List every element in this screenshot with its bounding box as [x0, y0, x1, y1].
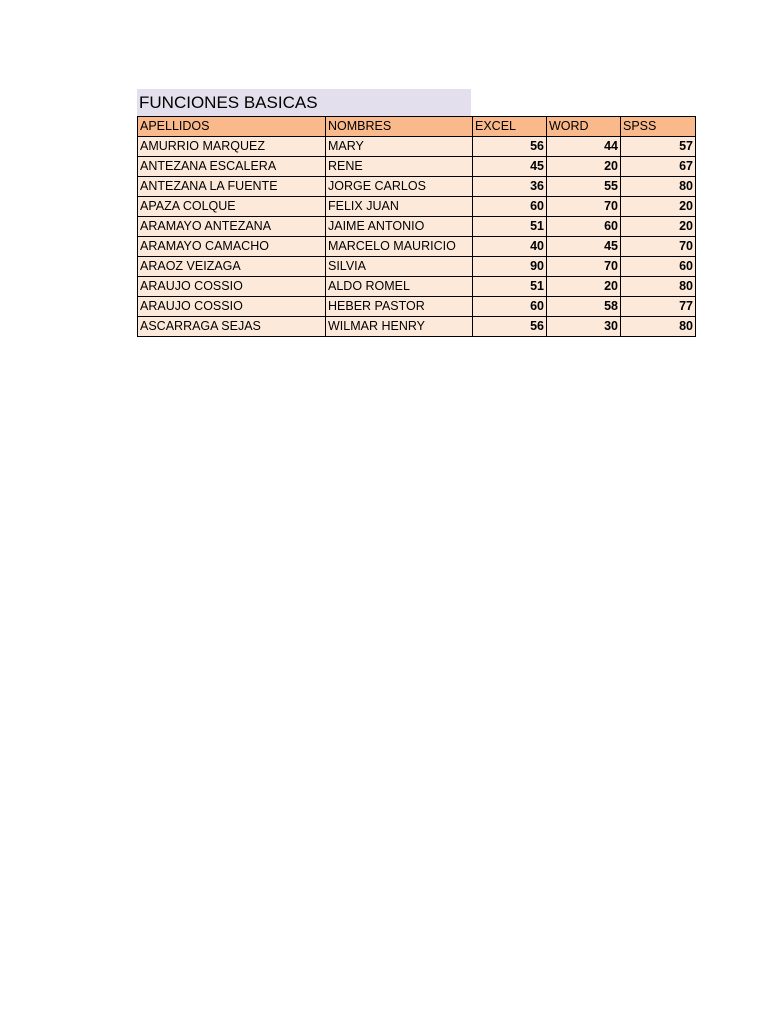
- table-row: [138, 137, 696, 157]
- header-apellidos[interactable]: APELLIDOS: [138, 117, 326, 137]
- cell-spss[interactable]: 70: [621, 237, 696, 257]
- cell-nombres[interactable]: ALDO ROMEL: [326, 277, 473, 297]
- table-row: [138, 237, 696, 257]
- cell-nombres[interactable]: SILVIA: [326, 257, 473, 277]
- header-word[interactable]: WORD: [547, 117, 621, 137]
- cell-nombres[interactable]: WILMAR HENRY: [326, 317, 473, 337]
- cell-excel[interactable]: 40: [473, 237, 547, 257]
- header-excel[interactable]: EXCEL: [473, 117, 547, 137]
- header-spss[interactable]: SPSS: [621, 117, 696, 137]
- table-row: [138, 297, 696, 317]
- cell-spss[interactable]: 20: [621, 197, 696, 217]
- cell-apellidos[interactable]: ARAOZ VEIZAGA: [138, 257, 326, 277]
- cell-word[interactable]: 55: [547, 177, 621, 197]
- cell-excel[interactable]: 60: [473, 197, 547, 217]
- header-row: [138, 117, 696, 137]
- cell-word[interactable]: 70: [547, 257, 621, 277]
- cell-apellidos[interactable]: ASCARRAGA SEJAS: [138, 317, 326, 337]
- cell-nombres[interactable]: HEBER PASTOR: [326, 297, 473, 317]
- cell-word[interactable]: 20: [547, 277, 621, 297]
- cell-nombres[interactable]: RENE: [326, 157, 473, 177]
- table-row: [138, 157, 696, 177]
- cell-nombres[interactable]: MARY: [326, 137, 473, 157]
- cell-excel[interactable]: 51: [473, 217, 547, 237]
- cell-word[interactable]: 70: [547, 197, 621, 217]
- cell-excel[interactable]: 45: [473, 157, 547, 177]
- cell-spss[interactable]: 60: [621, 257, 696, 277]
- table-row: [138, 317, 696, 337]
- cell-spss[interactable]: 77: [621, 297, 696, 317]
- cell-spss[interactable]: 67: [621, 157, 696, 177]
- cell-excel[interactable]: 56: [473, 137, 547, 157]
- cell-nombres[interactable]: JAIME ANTONIO: [326, 217, 473, 237]
- cell-word[interactable]: 30: [547, 317, 621, 337]
- cell-apellidos[interactable]: ARAUJO COSSIO: [138, 297, 326, 317]
- cell-nombres[interactable]: MARCELO MAURICIO: [326, 237, 473, 257]
- cell-spss[interactable]: 20: [621, 217, 696, 237]
- header-nombres[interactable]: NOMBRES: [326, 117, 473, 137]
- cell-excel[interactable]: 56: [473, 317, 547, 337]
- sheet-title: FUNCIONES BASICAS: [137, 89, 471, 116]
- cell-word[interactable]: 58: [547, 297, 621, 317]
- cell-spss[interactable]: 80: [621, 277, 696, 297]
- cell-apellidos[interactable]: ARAMAYO CAMACHO: [138, 237, 326, 257]
- table-row: [138, 197, 696, 217]
- cell-excel[interactable]: 60: [473, 297, 547, 317]
- cell-excel[interactable]: 51: [473, 277, 547, 297]
- table-row: [138, 217, 696, 237]
- cell-apellidos[interactable]: ANTEZANA LA FUENTE: [138, 177, 326, 197]
- cell-apellidos[interactable]: APAZA COLQUE: [138, 197, 326, 217]
- cell-nombres[interactable]: FELIX JUAN: [326, 197, 473, 217]
- table-row: [138, 177, 696, 197]
- cell-word[interactable]: 60: [547, 217, 621, 237]
- cell-spss[interactable]: 80: [621, 317, 696, 337]
- cell-apellidos[interactable]: ARAMAYO ANTEZANA: [138, 217, 326, 237]
- cell-spss[interactable]: 57: [621, 137, 696, 157]
- cell-apellidos[interactable]: AMURRIO MARQUEZ: [138, 137, 326, 157]
- table-row: [138, 257, 696, 277]
- grades-table: [137, 116, 696, 337]
- cell-nombres[interactable]: JORGE CARLOS: [326, 177, 473, 197]
- cell-apellidos[interactable]: ANTEZANA ESCALERA: [138, 157, 326, 177]
- cell-apellidos[interactable]: ARAUJO COSSIO: [138, 277, 326, 297]
- table-row: [138, 277, 696, 297]
- cell-word[interactable]: 20: [547, 157, 621, 177]
- cell-spss[interactable]: 80: [621, 177, 696, 197]
- cell-excel[interactable]: 36: [473, 177, 547, 197]
- cell-word[interactable]: 44: [547, 137, 621, 157]
- cell-word[interactable]: 45: [547, 237, 621, 257]
- cell-excel[interactable]: 90: [473, 257, 547, 277]
